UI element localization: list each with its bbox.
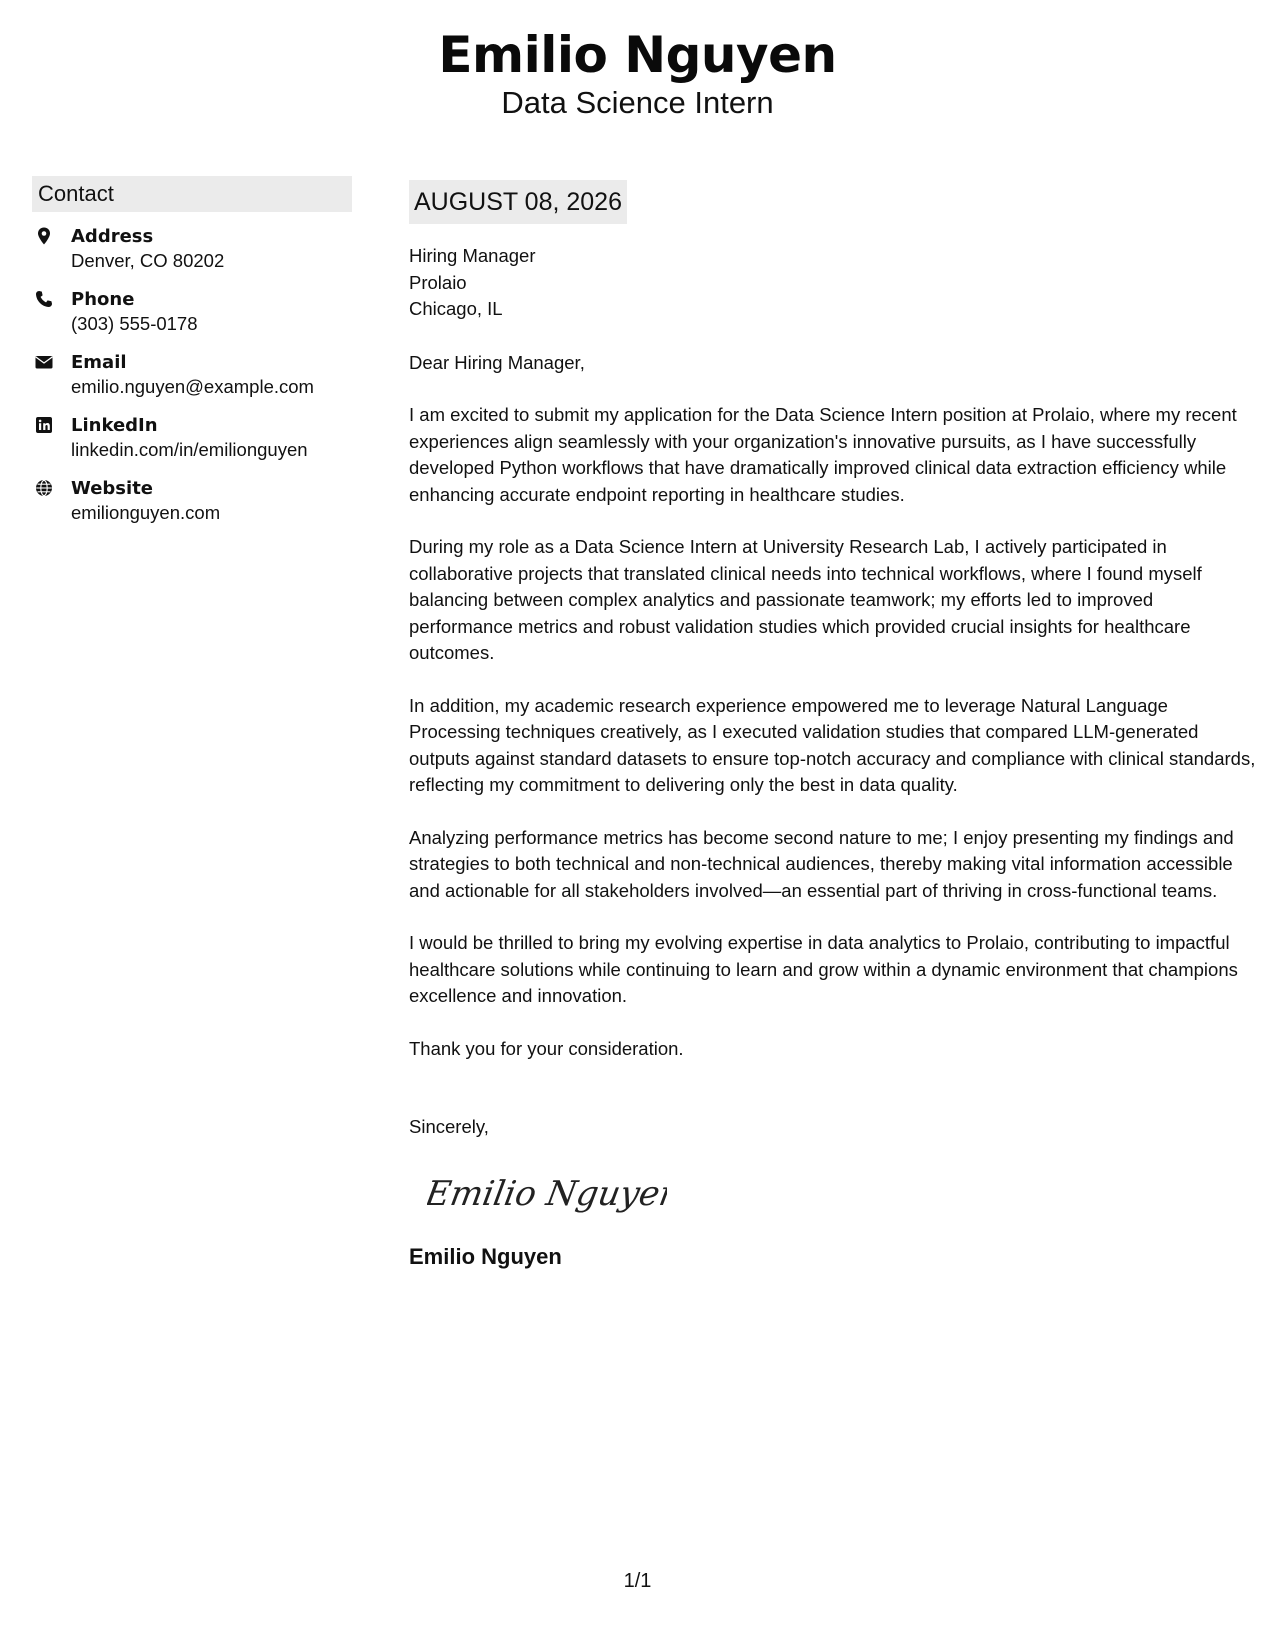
recipient-block	[409, 243, 1259, 323]
phone-icon	[35, 290, 53, 308]
letter-date: AUGUST 08, 2026	[409, 180, 627, 224]
contact-section-title: Contact	[32, 176, 352, 212]
body-paragraph: Thank you for your consideration.	[409, 1037, 684, 1059]
contact-item-website	[32, 477, 352, 527]
contact-label: Phone	[71, 289, 135, 310]
email-value[interactable]: emilio.nguyen@example.com	[71, 376, 314, 397]
contact-sidebar	[32, 176, 352, 527]
linkedin-value[interactable]: linkedin.com/in/emilionguyen	[71, 439, 308, 460]
address-value: Denver, CO 80202	[71, 250, 225, 271]
page-indicator: 1/1	[623, 1570, 652, 1592]
linkedin-icon	[35, 416, 53, 434]
map-pin-icon	[35, 227, 53, 245]
letter-body	[409, 180, 1259, 1271]
body-paragraph: Analyzing performance metrics has become second nature to me; I enjoy presenting my findings and strategies to both technical and non-technical audiences, thereby making vital information accessible and actionable for all stakeholders involved—an essential part of thriving in cross-functional teams.	[409, 826, 1234, 901]
contact-label: Website	[71, 478, 154, 499]
contact-item-address	[32, 225, 352, 275]
contact-item-email	[32, 351, 352, 401]
applicant-title: Data Science Intern	[501, 85, 774, 120]
closing: Sincerely,	[409, 1116, 489, 1137]
phone-value: (303) 555-0178	[71, 313, 198, 334]
signature-text: Emilio Nguyen	[427, 1173, 667, 1214]
body-paragraph: I am excited to submit my application for the Data Science Intern position at Prolaio, where my recent experiences align seamlessly with your organization's innovative pursuits, as I have successfully developed Python workflows that have dramatically improved clinical data extraction efficiency while enhancing accurate endpoint reporting in healthcare studies.	[409, 404, 1237, 505]
letter-header	[0, 26, 1275, 122]
contact-label: Address	[71, 226, 154, 247]
body-paragraph: I would be thrilled to bring my evolving expertise in data analytics to Prolaio, contributing to impactful healthcare solutions while continuing to learn and grow within a dynamic environment that champions excellence and innovation.	[409, 932, 1238, 1006]
contact-label: LinkedIn	[71, 415, 158, 436]
applicant-name: Emilio Nguyen	[438, 26, 837, 84]
contact-item-linkedin	[32, 414, 352, 464]
body-paragraph: During my role as a Data Science Intern at University Research Lab, I actively participated in collaborative projects that translated clinical needs into technical workflows, where I found myself balancing between complex analytics and passionate teamwork; my efforts led to improved performance metrics and robust validation studies which provided crucial insights for healthcare outcomes.	[409, 536, 1202, 663]
salutation: Dear Hiring Manager,	[409, 351, 585, 373]
website-value[interactable]: emilionguyen.com	[71, 502, 221, 523]
signer-name: Emilio Nguyen	[409, 1243, 562, 1269]
body-paragraph: In addition, my academic research experience empowered me to leverage Natural Language Processing techniques creatively, as I executed validation studies that compared LLM-generated outputs against standard datasets to ensure top-notch accuracy and compliance with clinical standards, reflecting my commitment to delivering only the best in data quality.	[409, 694, 1256, 795]
globe-icon	[35, 479, 53, 497]
signature-image	[427, 1165, 667, 1223]
recipient-line: Prolaio	[409, 271, 467, 293]
contact-item-phone	[32, 288, 352, 338]
contact-label: Email	[71, 352, 127, 373]
envelope-icon	[35, 353, 53, 371]
recipient-line: Hiring Manager	[409, 245, 536, 266]
recipient-line: Chicago, IL	[409, 298, 503, 319]
